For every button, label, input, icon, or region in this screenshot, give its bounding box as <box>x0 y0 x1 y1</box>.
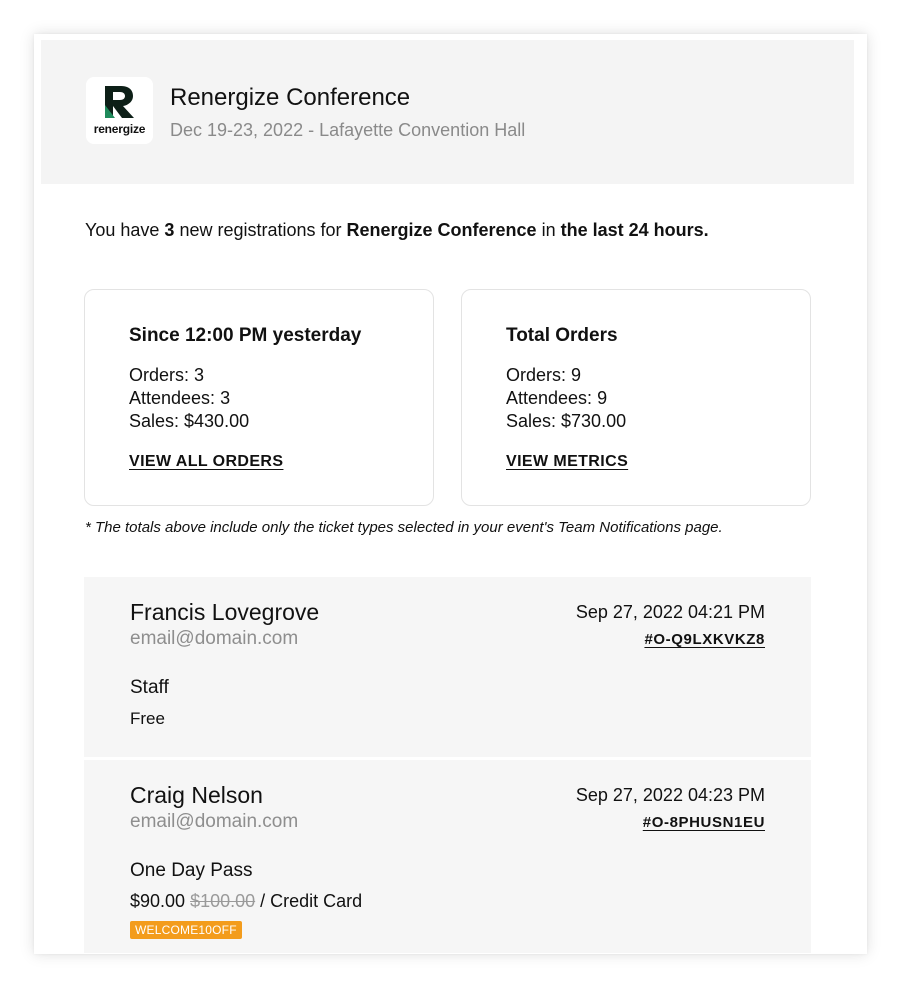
event-header <box>41 40 854 184</box>
registration-datetime: Sep 27, 2022 04:23 PM <box>575 785 765 805</box>
attendee-email: email@domain.com <box>130 811 299 832</box>
event-logo <box>86 77 153 144</box>
ticket-type: One Day Pass <box>130 860 253 881</box>
registration-datetime: Sep 27, 2022 04:21 PM <box>575 602 765 622</box>
renergize-logo-icon <box>101 84 137 120</box>
intro-period: the last 24 hours. <box>560 220 709 240</box>
notification-email <box>41 40 854 953</box>
sales-amount: Sales: $430.00 <box>129 411 250 431</box>
event-title: Renergize Conference <box>170 84 411 111</box>
attendee-name: Francis Lovegrove <box>130 599 320 625</box>
logo-wordmark: renergize <box>93 122 146 136</box>
intro-prefix: You have <box>85 220 165 240</box>
view-all-orders-link[interactable]: VIEW ALL ORDERS <box>129 453 284 470</box>
total-orders-card <box>461 289 811 506</box>
card-title: Since 12:00 PM yesterday <box>129 325 362 346</box>
attendee-name: Craig Nelson <box>130 782 263 808</box>
view-metrics-link[interactable]: VIEW METRICS <box>506 453 629 470</box>
event-date-location: Dec 19-23, 2022 - Lafayette Convention Hall <box>170 120 526 140</box>
payment-method: / Credit Card <box>255 891 363 911</box>
registration-item <box>84 577 811 757</box>
intro-event-name: Renergize Conference <box>346 220 537 240</box>
registration-count: 3 <box>164 220 175 240</box>
intro-in: in <box>536 220 561 240</box>
orders-count: Orders: 3 <box>129 365 205 385</box>
attendees-count: Attendees: 9 <box>506 388 608 408</box>
order-id-link[interactable]: #O-Q9LXKVKZ8 <box>644 631 765 648</box>
orders-count: Orders: 9 <box>506 365 582 385</box>
original-price: $100.00 <box>190 891 256 911</box>
coupon-badge: WELCOME10OFF <box>130 921 242 939</box>
ticket-price-line <box>130 891 362 912</box>
attendees-count: Attendees: 3 <box>129 388 231 408</box>
since-yesterday-card <box>84 289 434 506</box>
intro-middle: new registrations for <box>174 220 347 240</box>
card-title: Total Orders <box>506 325 618 346</box>
ticket-price: Free <box>130 709 165 728</box>
sales-amount: Sales: $730.00 <box>506 411 627 431</box>
registration-item <box>84 760 811 953</box>
order-id-link[interactable]: #O-8PHUSN1EU <box>642 814 765 831</box>
discounted-price: $90.00 <box>130 891 186 911</box>
intro-message <box>85 220 825 241</box>
ticket-type: Staff <box>130 677 169 698</box>
totals-footnote: * The totals above include only the ticket types selected in your event's Team Notifications page. <box>85 519 723 536</box>
attendee-email: email@domain.com <box>130 628 299 649</box>
